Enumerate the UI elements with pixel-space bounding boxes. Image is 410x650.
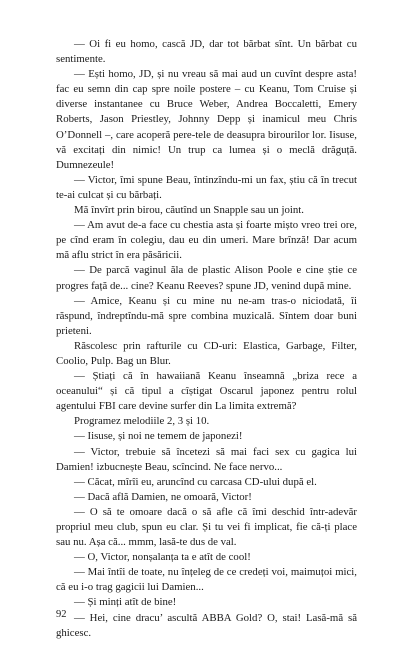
paragraph: — Am avut de-a face cu chestia asta și foarte mișto vreo trei ore, pe cînd eram în colegiu, dau eu din umeri. Mare brînză! Dar acum mă aflu strict în era păsăricii.	[56, 219, 357, 262]
paragraph: — Dacă află Damien, ne omoară, Victor!	[74, 490, 252, 503]
paragraph: — Știați că în hawaiiană Keanu înseamnă „briza rece a oceanului“ și că tipul a cîștigat Oscarul japonez pentru rolul agentului FBI care devine surfer din La limita extremă?	[56, 370, 357, 413]
paragraph: Răscolesc prin rafturile cu CD-uri: Elastica, Garbage, Filter, Coolio, Pulp. Bag un Blur.	[56, 339, 357, 367]
paragraph: — Ești homo, JD, și nu vreau să mai aud un cuvînt despre asta! fac eu semn din cap spre noile postere – cu Keanu, Tom Cruise și diverse instantanee cu Bruce Weber, Andrea Boccaletti, Emery Roberts, Jason Priestley, Johnny Depp și inamicul meu Chris O’Donnell –, care acoperă pere-tele de deasupra birourilor lor. Iisuse, vă excitați din nimic! Un trup ca lumea și o meclă drăguță. Dumnezeule!	[56, 68, 357, 171]
paragraph: — Și minți atît de bine!	[74, 596, 177, 609]
page-number: 92	[56, 609, 67, 620]
paragraph: — Amice, Keanu și cu mine nu ne-am tras-o niciodată, îi răspund, îndreptîndu-mă spre combina muzicală. Sîntem doar buni prieteni.	[56, 294, 357, 337]
paragraph: — Iisuse, și noi ne temem de japonezi!	[74, 430, 243, 443]
paragraph: — Căcat, mîrîi eu, aruncînd cu carcasa CD-ului după el.	[74, 475, 317, 488]
paragraph: — Hei, cine dracu’ ascultă ABBA Gold? O, stai! Lasă-mă să ghicesc.	[56, 611, 357, 639]
paragraph: — Victor, îmi spune Beau, întinzîndu-mi un fax, știu că în trecut te-ai culcat și cu bărbați.	[56, 173, 357, 201]
paragraph: Programez melodiile 2, 3 și 10.	[74, 415, 210, 428]
paragraph: — De parcă vaginul ăla de plastic Alison Poole e cine știe ce progres față de... cine? Keanu Reeves? spune JD, venind după mine.	[56, 264, 357, 292]
paragraph: Mă învîrt prin birou, căutînd un Snapple sau un joint.	[74, 204, 305, 217]
paragraph: — Oi fi eu homo, cască JD, dar tot bărbat sînt. Un bărbat cu sentimente.	[56, 38, 357, 66]
paragraph: — Victor, trebuie să încetezi să mai faci sex cu gagica lui Damien! izbucnește Beau, scîncind. Ne face nervo...	[56, 445, 357, 473]
body-text	[56, 37, 357, 641]
paragraph: — O, Victor, nonșalanța ta e atît de cool!	[74, 551, 251, 564]
paragraph: — Mai întîi de toate, nu înțeleg de ce credeți voi, maimuțoi mici, că eu i-o trag gagicii lui Damien...	[56, 566, 357, 594]
paragraph: — O să te omoare dacă o să afle că îmi deschid într-adevăr propriul meu club, spun eu clar. Și tu vei fi implicat, fie că-ți place sau nu. Așa că... mmm, lasă-te dus de val.	[56, 505, 357, 549]
